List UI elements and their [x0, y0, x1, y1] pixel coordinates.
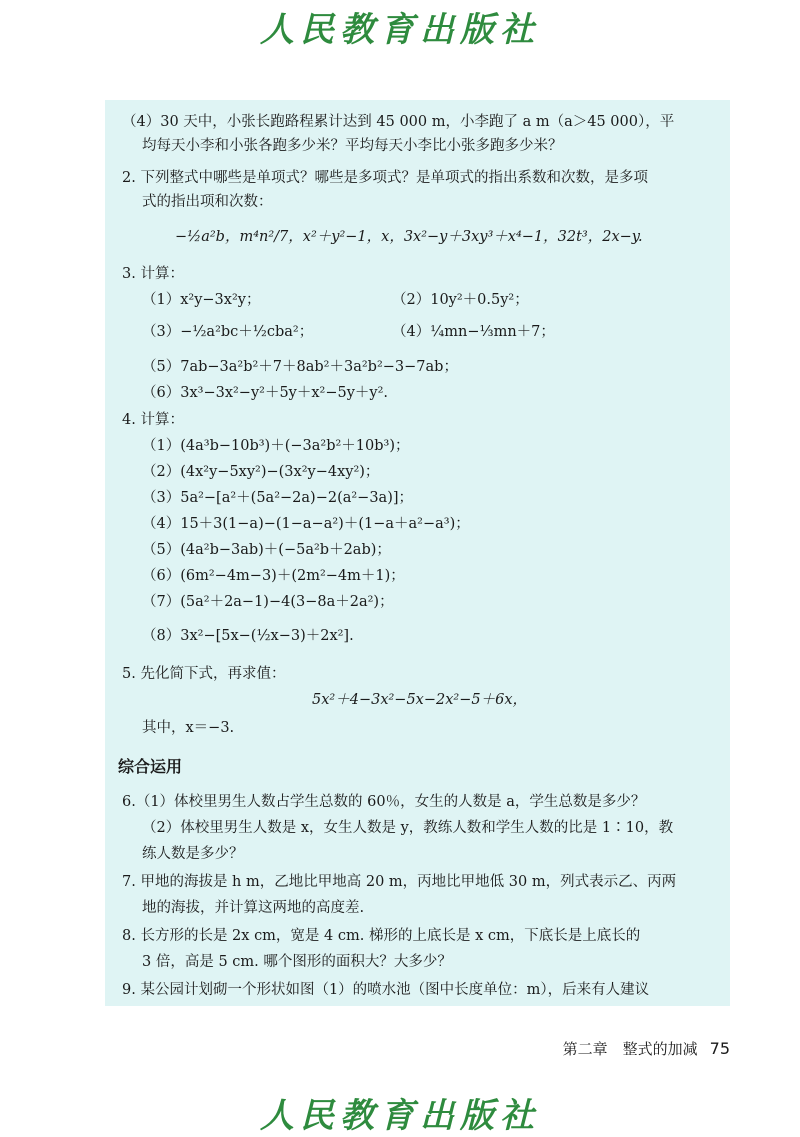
text-line: 3 倍，高是 5 cm. 哪个图形的面积大？大多少？ [142, 954, 452, 970]
text-line: （4）15＋3(1−a)−(1−a−a²)＋(1−a＋a²−a³)； [142, 516, 470, 532]
text-line: 地的海拔，并计算这两地的高度差. [142, 900, 365, 916]
math-expression: −½a²b，m⁴n²/7，x²＋y²−1，x，3x²−y＋3xy³＋x⁴−1，32t³，2x−y. [175, 229, 643, 245]
publisher-watermark-bottom: 人民教育出版社 [260, 1096, 540, 1136]
text-line: （4）30 天中，小张长跑路程累计达到 45 000 m，小李跑了 a m（a＞45 000），平 [122, 114, 675, 130]
text-line: （2）(4x²y−5xy²)−(3x²y−4xy²)； [142, 464, 380, 480]
text-line: （6）3x³−3x²−y²＋5y＋x²−5y＋y². [142, 385, 389, 401]
text-line: 式的指出项和次数： [142, 194, 273, 210]
text-line: （2）10y²＋0.5y²； [392, 292, 529, 308]
text-line: 2. 下列整式中哪些是单项式？哪些是多项式？是单项式的指出系数和次数，是多项 [122, 170, 648, 186]
chapter-title: 第二章 整式的加减 [562, 1040, 698, 1058]
text-line: （5）(4a²b−3ab)＋(−5a²b＋2ab)； [142, 542, 391, 558]
section-title: 综合运用 [118, 757, 183, 776]
text-line: （7）(5a²＋2a−1)−4(3−8a＋2a²)； [142, 594, 394, 610]
text-line: 其中，x＝−3. [142, 720, 235, 736]
text-line: 3. 计算： [122, 266, 184, 282]
text-line: （6）(6m²−4m−3)＋(2m²−4m＋1)； [142, 568, 405, 584]
text-line: （2）体校里男生人数是 x，女生人数是 y，教练人数和学生人数的比是 1∶10，教 [142, 820, 674, 836]
text-line: （5）7ab−3a²b²＋7＋8ab²＋3a²b²−3−7ab； [142, 359, 458, 375]
text-line: （4）¼mn−⅓mn＋7； [392, 324, 555, 340]
math-expression: 5x²＋4−3x²−5x−2x²−5＋6x， [312, 692, 528, 708]
text-line: 6.（1）体校里男生人数占学生总数的 60％，女生的人数是 a，学生总数是多少？ [122, 794, 646, 810]
page-footer [470, 1038, 730, 1059]
text-line: （8）3x²−[5x−(½x−3)＋2x²]. [142, 628, 354, 644]
text-line: （1）x²y−3x²y； [142, 292, 261, 308]
text-line: （3）−½a²bc＋½cba²； [142, 324, 314, 340]
text-line: （1）(4a³b−10b³)＋(−3a²b²＋10b³)； [142, 438, 410, 454]
page-number: 75 [709, 1039, 730, 1058]
publisher-watermark-top: 人民教育出版社 [260, 10, 540, 50]
text-line: 练人数是多少？ [142, 846, 244, 862]
text-line: 7. 甲地的海拔是 h m，乙地比甲地高 20 m，丙地比甲地低 30 m，列式表示乙、丙两 [122, 874, 677, 890]
text-line: 8. 长方形的长是 2x cm，宽是 4 cm. 梯形的上底长是 x cm，下底长是上底长的 [122, 928, 641, 944]
text-line: 9. 某公园计划砌一个形状如图（1）的喷水池（图中长度单位：m），后来有人建议 [122, 982, 650, 998]
text-line: 5. 先化简下式，再求值： [122, 666, 286, 682]
text-line: 均每天小李和小张各跑多少米？平均每天小李比小张多跑多少米？ [142, 138, 563, 154]
text-line: 4. 计算： [122, 412, 184, 428]
text-line: （3）5a²−[a²＋(5a²−2a)−2(a²−3a)]； [142, 490, 414, 506]
